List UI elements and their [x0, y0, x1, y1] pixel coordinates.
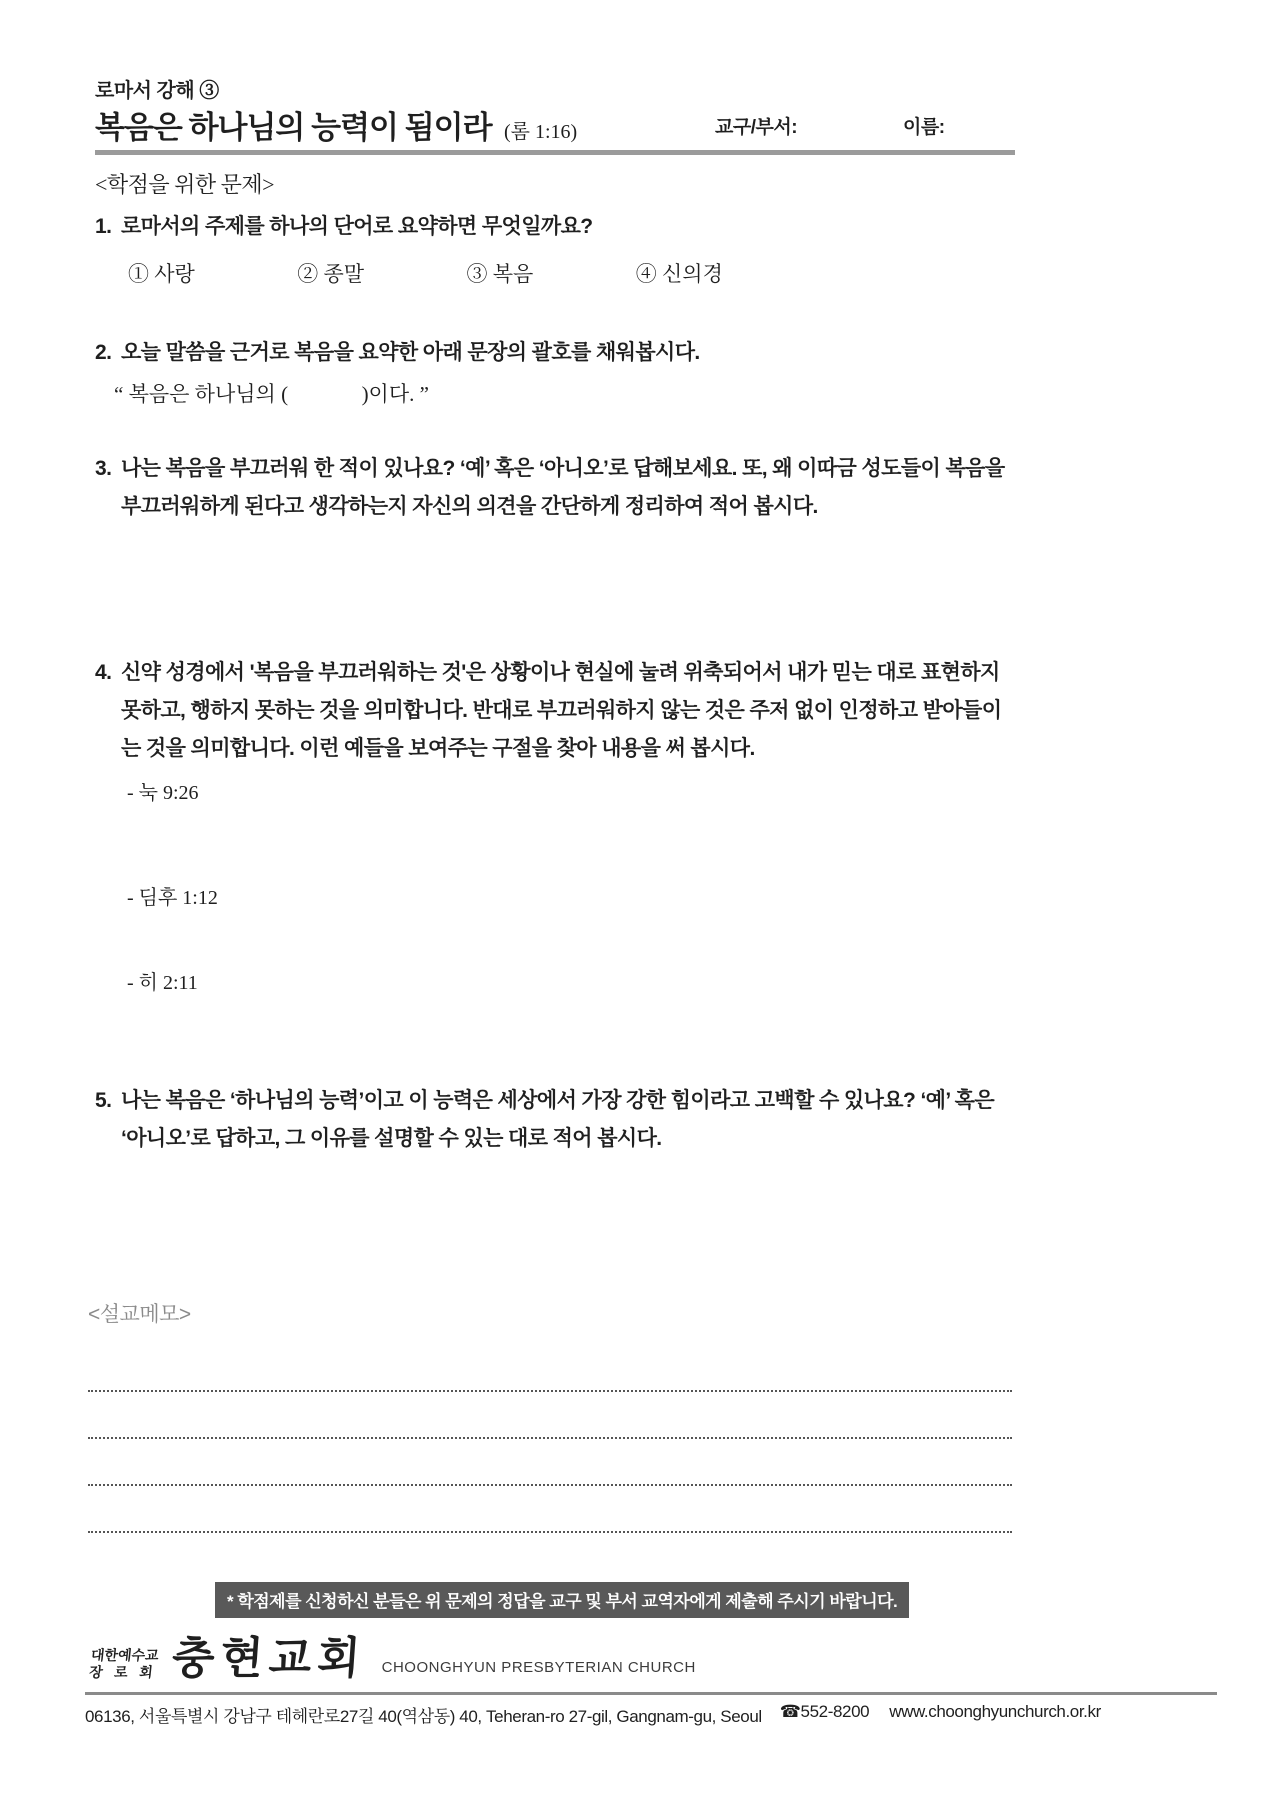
phone-number: ☎552-8200	[779, 1702, 870, 1721]
question-1-options	[128, 258, 928, 288]
option-1: ① 사랑	[128, 262, 195, 286]
question-2	[95, 334, 1015, 372]
verse-reference-hebrews: - 히 2:11	[127, 972, 198, 994]
question-text: 나는 복음은 ‘하나님의 능력’이고 이 능력은 세상에서 가장 강한 힘이라고 고백할 수 있나요? ‘예’ 혹은 ‘아니오’로 답하고, 그 이유를 설명할 수 있는 대로 적어 봅시다.	[121, 1089, 995, 1150]
option-2: ② 종말	[297, 262, 365, 286]
question-text: 로마서의 주제를 하나의 단어로 요약하면 무엇일까요?	[121, 215, 593, 238]
scripture-reference: (롬 1:16)	[504, 121, 578, 143]
denomination-line2: 장 로 회	[88, 1666, 158, 1681]
denomination-line1: 대한예수교	[90, 1649, 160, 1664]
memo-writing-line	[88, 1437, 1012, 1439]
denomination-logo-text	[88, 1648, 159, 1682]
question-text: 오늘 말씀을 근거로 복음을 요약한 아래 문장의 괄호를 채워봅시다.	[121, 341, 700, 364]
option-4: ④ 신의경	[635, 262, 723, 286]
option-3: ③ 복음	[466, 262, 534, 286]
footer-address-row	[85, 1702, 1217, 1727]
name-label: 이름:	[903, 117, 945, 138]
question-number: 4.	[95, 661, 112, 684]
page-title: 복음은 하나님의 능력이 됨이라	[95, 110, 492, 145]
church-logo	[90, 1636, 696, 1682]
memo-writing-line	[88, 1390, 1012, 1392]
series-title: 로마서 강해 ③	[95, 80, 219, 102]
question-number: 1.	[95, 215, 112, 238]
question-5	[95, 1082, 1015, 1158]
submission-notice: * 학점제를 신청하신 분들은 위 문제의 정답을 교구 및 부서 교역자에게 제출해 주시기 바랍니다.	[215, 1582, 909, 1618]
footer-divider	[85, 1692, 1217, 1695]
question-text: 나는 복음을 부끄러워 한 적이 있나요? ‘예’ 혹은 ‘아니오’로 답해보세요. 또, 왜 이따금 성도들이 복음을 부끄러워하게 된다고 생각하는지 자신의 의견을 간단하게 정리하여 적어 봅시다.	[121, 457, 1005, 518]
question-1	[95, 208, 1015, 246]
website-url: www.choonghyunchurch.or.kr	[889, 1702, 1101, 1721]
verse-reference-2timothy: - 딤후 1:12	[127, 887, 218, 909]
question-number: 2.	[95, 341, 112, 364]
question-number: 5.	[95, 1089, 112, 1112]
memo-writing-line	[88, 1484, 1012, 1486]
fill-in-blank-sentence: “ 복음은 하나님의 ( )이다. ”	[114, 382, 429, 406]
header-divider	[95, 150, 1015, 155]
church-address: 06136, 서울특별시 강남구 테헤란로27길 40(역삼동) 40, Teheran-ro 27-gil, Gangnam-gu, Seoul	[85, 1707, 762, 1726]
verse-reference-luke: - 눅 9:26	[127, 782, 199, 804]
sermon-memo-label: <설교메모>	[88, 1303, 191, 1326]
question-4	[95, 654, 1015, 768]
memo-writing-line	[88, 1531, 1012, 1533]
parish-department-label: 교구/부서:	[715, 117, 798, 138]
church-name-english: CHOONGHYUN PRESBYTERIAN CHURCH	[381, 1659, 696, 1676]
question-text: 신약 성경에서 '복음을 부끄러워하는 것'은 상황이나 현실에 눌려 위축되어서 내가 믿는 대로 표현하지 못하고, 행하지 못하는 것을 의미합니다. 반대로 부끄러워하지 않는 것은 주저 없이 인정하고 받아들이는 것을 의미합니다. 이런 예들을 보여주는 구절을 찾아 내용을 써 봅시다.	[121, 661, 1002, 760]
question-3	[95, 450, 1015, 526]
title-row	[95, 102, 1015, 147]
church-name-calligraphy: 충현교회	[169, 1634, 368, 1683]
quiz-section-label: <학점을 위한 문제>	[95, 172, 275, 197]
question-number: 3.	[95, 457, 112, 480]
